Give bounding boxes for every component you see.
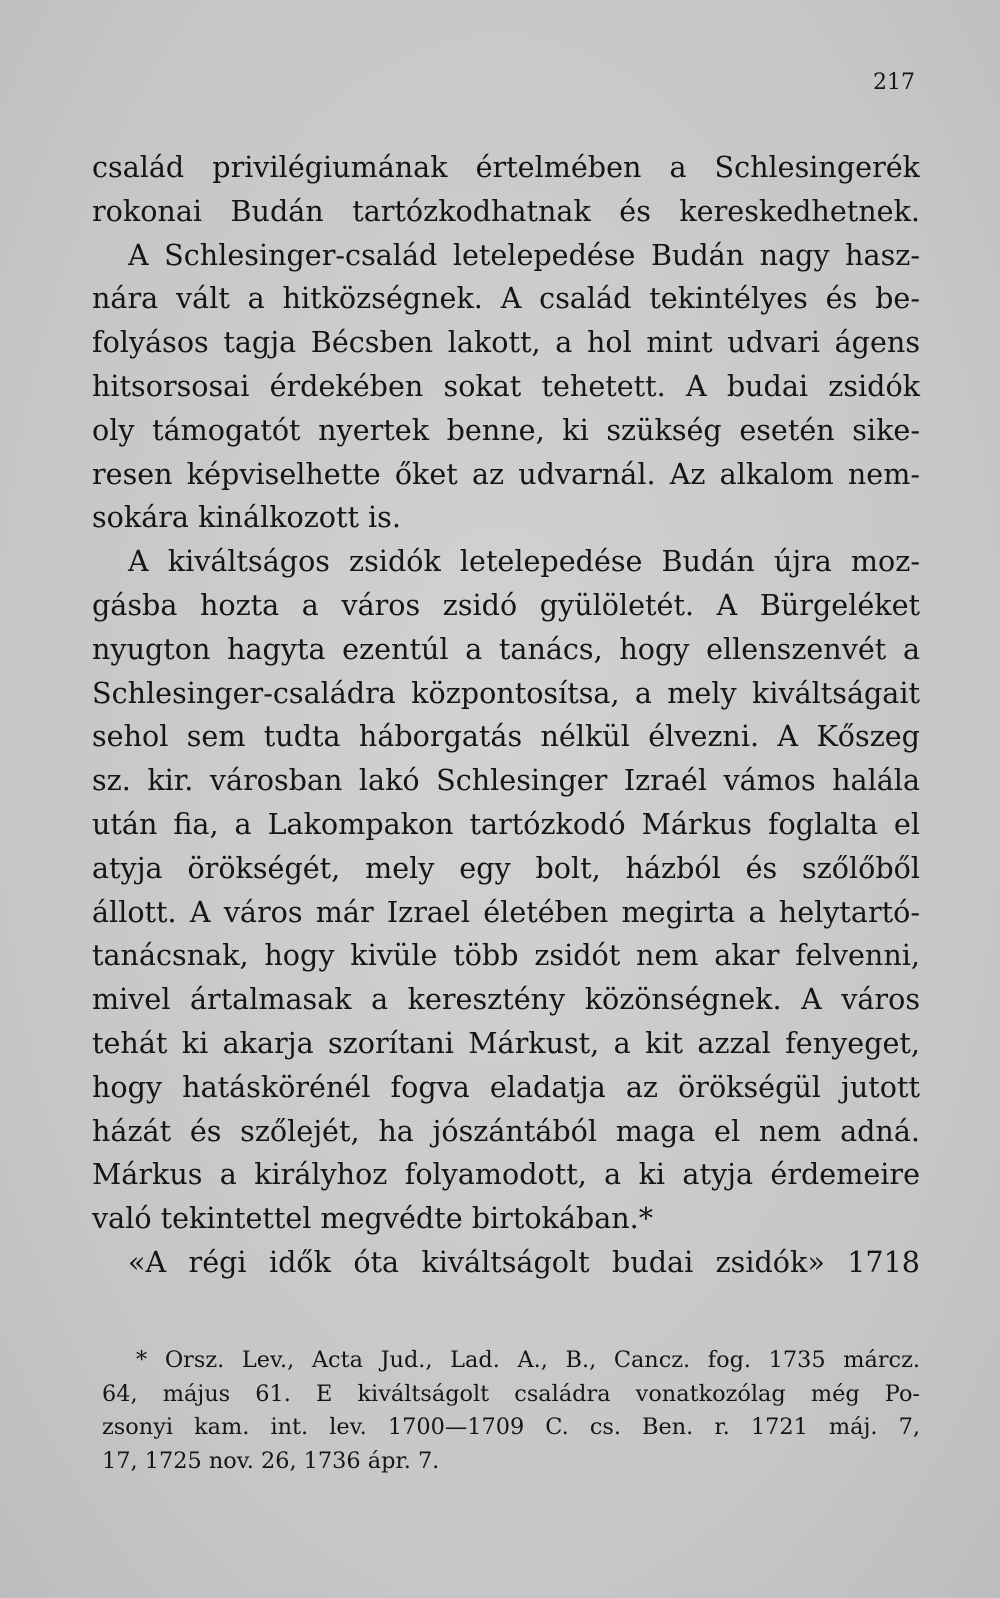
footnote-line: zsonyi kam. int. lev. 1700—1709 C. cs. Ben. r. 1721 máj. 7, (102, 1414, 920, 1441)
text-line: család privilégiumának értelmében a Schlesingerék (92, 150, 920, 184)
text-line: után fia, a Lakompakon tartózkodó Márkus foglalta el (92, 806, 920, 841)
text-line: A Schlesinger-család letelepedése Budán nagy hasz- (128, 237, 920, 272)
text-line: folyásos tagja Bécsben lakott, a hol mint udvari ágens (92, 325, 920, 360)
body-text (92, 146, 920, 1285)
footnote (102, 1344, 920, 1478)
text-line: tehát ki akarja szorítani Márkust, a kit azzal fenyeget, (92, 1025, 920, 1060)
footnote-line: * Orsz. Lev., Acta Jud., Lad. A., B., Cancz. fog. 1735 márcz. (136, 1347, 920, 1373)
text-line: oly támogatót nyertek benne, ki szükség esetén sike- (92, 412, 920, 447)
text-line: Márkus a királyhoz folyamodott, a ki atyja érdemeire (92, 1157, 920, 1192)
text-line: hogy hatáskörénél fogva eladatja az örökségül jutott (92, 1069, 920, 1104)
text-line: A kiváltságos zsidók letelepedése Budán újra moz- (128, 544, 920, 579)
text-line: atyja örökségét, mely egy bolt, házból és szőlőből (92, 850, 920, 885)
text-line: nyugton hagyta ezentúl a tanács, hogy ellenszenvét a (92, 631, 920, 666)
text-line: rokonai Budán tartózkodhatnak és kereskedhetnek. (92, 193, 920, 228)
text-line: gásba hozta a város zsidó gyülöletét. A Bürgeléket (92, 587, 920, 622)
footnote-line: 17, 1725 nov. 26, 1736 ápr. 7. (102, 1447, 440, 1474)
text-line: hitsorsosai érdekében sokat tehetett. A budai zsidók (92, 368, 920, 403)
text-line: való tekintettel megvédte birtokában.* (92, 1201, 654, 1236)
text-line: tanácsnak, hogy kivüle több zsidót nem akar felvenni, (92, 938, 920, 973)
text-line: «A régi idők óta kiváltságolt budai zsidók» 1718 (128, 1244, 920, 1279)
text-line: házát és szőlejét, ha jószántából maga el nem adná. (92, 1113, 920, 1148)
text-line: Schlesinger-családra központosítsa, a mely kiváltságait (92, 675, 920, 710)
text-line: resen képviselhette őket az udvarnál. Az alkalom nem- (92, 456, 920, 491)
page-number: 217 (873, 70, 915, 95)
text-line: mivel ártalmasak a keresztény közönségnek. A város (92, 982, 920, 1017)
text-line: állott. A város már Izrael életében megirta a helytartó- (92, 894, 920, 929)
text-line: sz. kir. városban lakó Schlesinger Izraél vámos halála (92, 763, 920, 798)
footnote-line: 64, május 61. E kiváltságolt családra vonatkozólag még Po- (102, 1380, 920, 1407)
text-line: sokára kinálkozott is. (92, 500, 401, 535)
text-line: sehol sem tudta háborgatás nélkül élvezni. A Kőszeg (92, 719, 920, 754)
text-line: nára vált a hitközségnek. A család tekintélyes és be- (92, 281, 920, 316)
